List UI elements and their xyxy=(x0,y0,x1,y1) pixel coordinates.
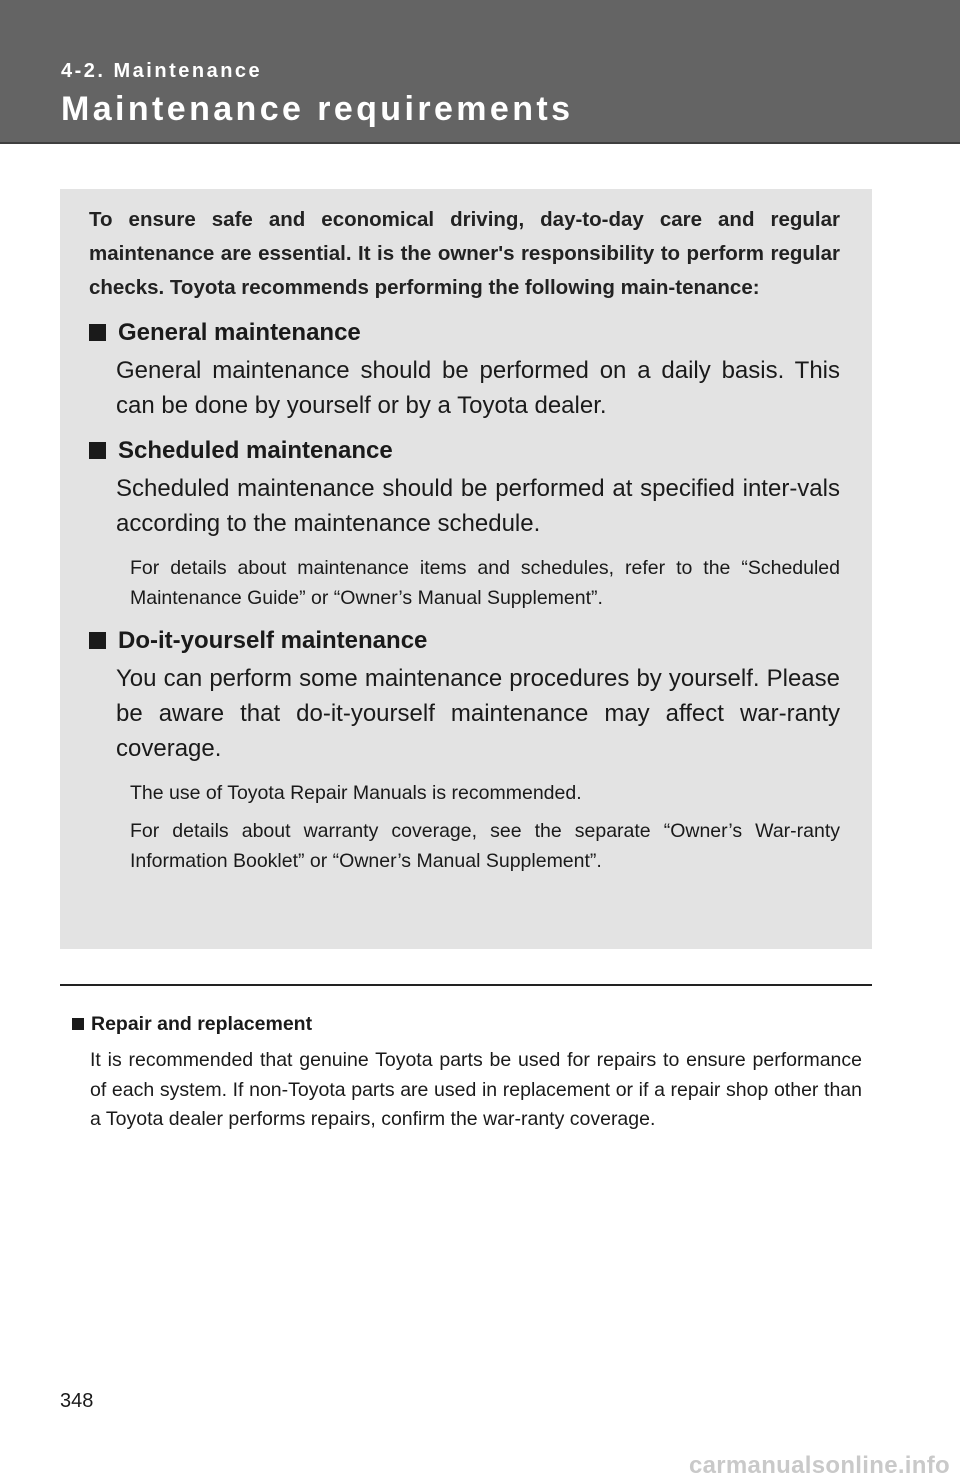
intro-box xyxy=(60,189,872,949)
section-divider xyxy=(60,984,872,986)
item-note: For details about warranty coverage, see the separate “Owner’s War-ranty Information Booklet” or “Owner’s Manual Supplement”. xyxy=(130,820,840,872)
item-heading xyxy=(89,315,840,351)
repair-heading-label: Repair and replacement xyxy=(91,1013,313,1035)
item-body: You can perform some maintenance procedures by yourself. Please be aware that do-it-yourself maintenance may affect war-ranty coverage. xyxy=(116,665,840,762)
bullet-square-icon xyxy=(89,442,106,459)
bullet-square-icon xyxy=(89,324,106,341)
item-heading-label: Do-it-yourself maintenance xyxy=(118,627,428,654)
item-heading-label: General maintenance xyxy=(118,319,361,346)
maintenance-item-scheduled xyxy=(89,433,840,613)
page-title: Maintenance requirements xyxy=(61,90,574,128)
item-heading xyxy=(89,623,840,659)
repair-section xyxy=(72,1010,862,1135)
page-number: 348 xyxy=(60,1390,94,1412)
repair-heading xyxy=(72,1010,862,1038)
item-body: Scheduled maintenance should be performed at specified inter-vals according to the maintenance schedule. xyxy=(116,475,840,537)
repair-body: It is recommended that genuine Toyota parts be used for repairs to ensure performance of each system. If non-Toyota parts are used in replacement or if a repair shop other than a Toyota dealer performs repairs, confirm the war-ranty coverage. xyxy=(90,1049,862,1130)
section-label: 4-2. Maintenance xyxy=(61,60,263,82)
bullet-square-icon xyxy=(72,1018,84,1030)
item-note: The use of Toyota Repair Manuals is recommended. xyxy=(130,782,582,804)
item-body: General maintenance should be performed on a daily basis. This can be done by yourself or by a Toyota dealer. xyxy=(116,357,840,419)
watermark: carmanualsonline.info xyxy=(688,1452,950,1479)
item-heading-label: Scheduled maintenance xyxy=(118,437,393,464)
intro-text: To ensure safe and economical driving, day-to-day care and regular maintenance are essential. It is the owner's responsibility to perform regular checks. Toyota recommends performing the following main-tenance: xyxy=(89,208,840,299)
maintenance-item-general xyxy=(89,315,840,423)
bullet-square-icon xyxy=(89,632,106,649)
maintenance-item-diy xyxy=(89,623,840,876)
item-heading xyxy=(89,433,840,469)
chapter-header xyxy=(0,0,960,144)
item-note: For details about maintenance items and schedules, refer to the “Scheduled Maintenance Guide” or “Owner’s Manual Supplement”. xyxy=(130,557,840,609)
